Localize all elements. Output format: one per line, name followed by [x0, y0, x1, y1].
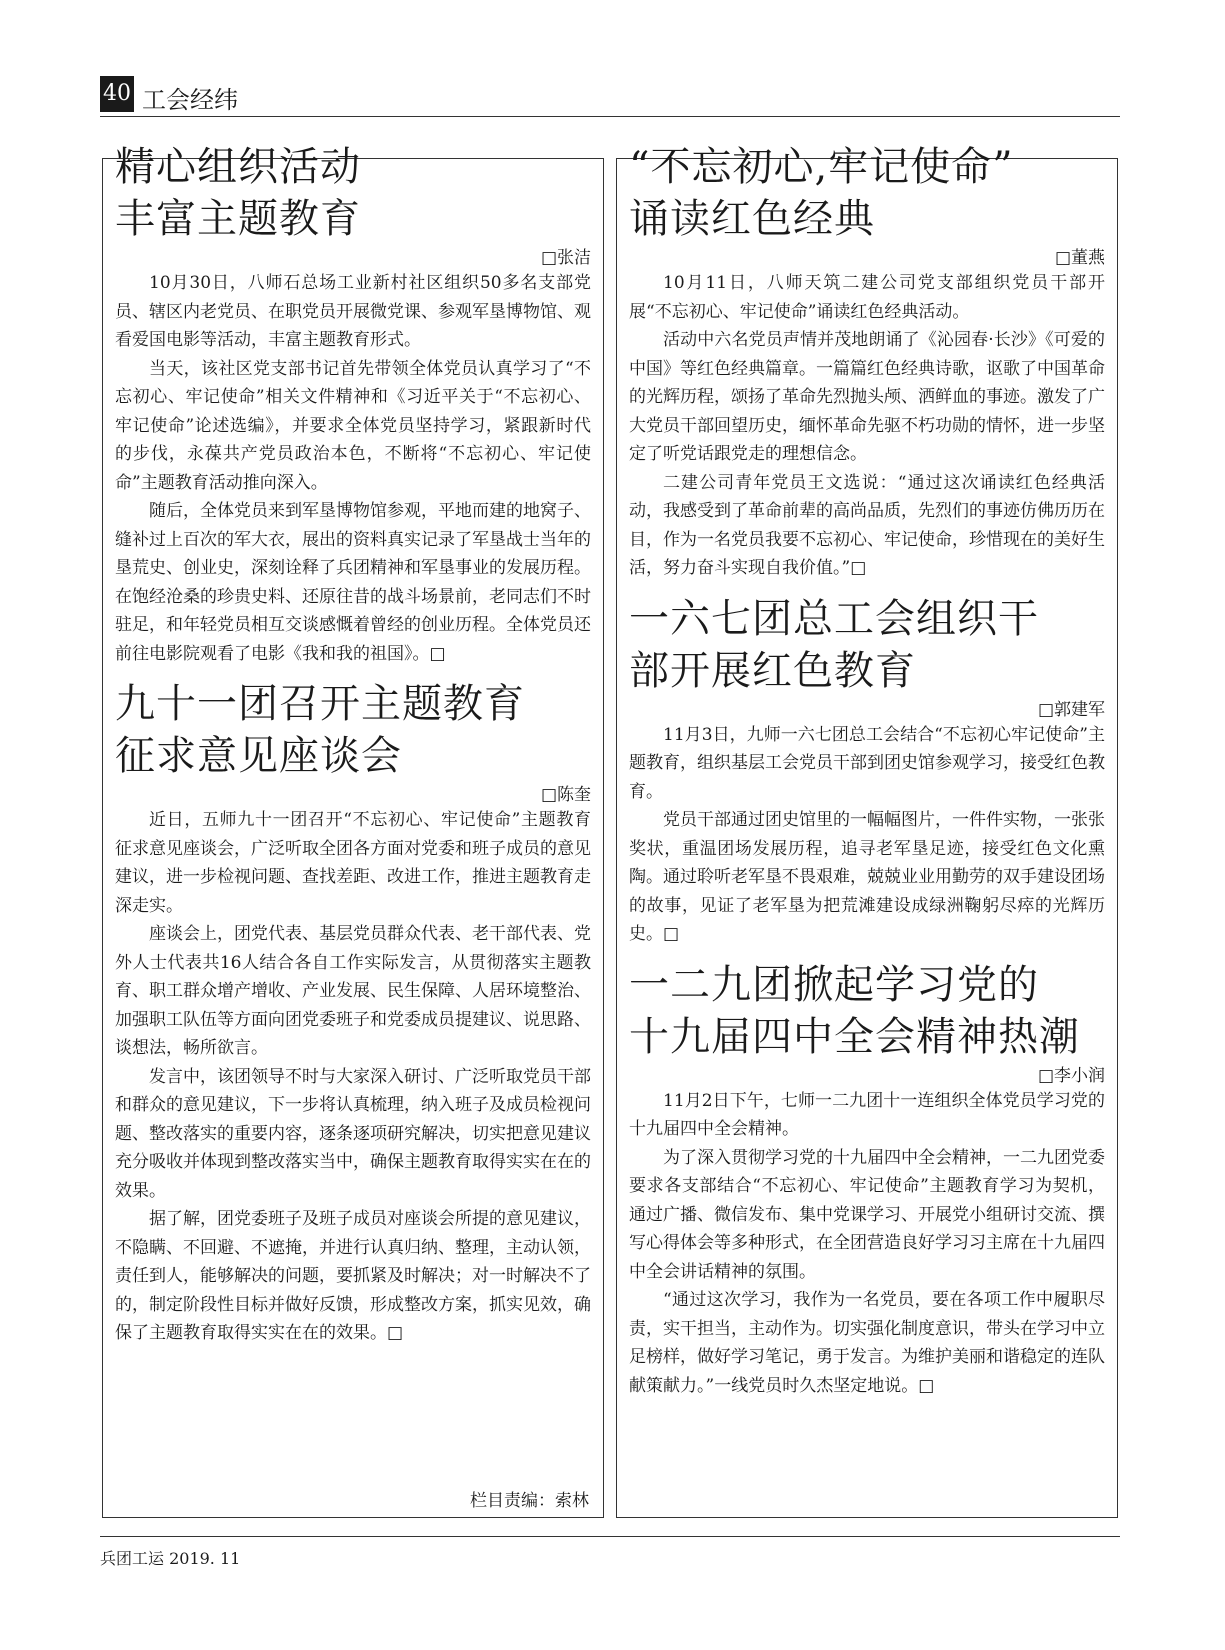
article-1 — [115, 141, 591, 668]
article-title: 一六七团总工会组织干 部开展红色教育 — [629, 595, 1039, 694]
article-author: □董燕 — [1054, 248, 1105, 268]
article-title: 精心组织活动 丰富主题教育 — [115, 144, 361, 242]
paragraph: 近日，五师九十一团召开“不忘初心、牢记使命”主题教育征求意见座谈会，广泛听取全团各方面对党委和班子成员的意见建议，进一步检视问题、查找差距、改进工作，推进主题教育走深走实。 — [115, 810, 591, 916]
page-header — [100, 76, 1120, 117]
article-4 — [629, 593, 1105, 949]
paragraph: 二建公司青年党员王文选说：“通过这次诵读红色经典活动，我感受到了革命前辈的高尚品质，先烈们的事迹仿佛历历在目，作为一名党员我要不忘初心、牢记使命，珍惜现在的美好生活，努力奋斗实现自我价值。”□ — [629, 472, 1105, 578]
paragraph: 党员干部通过团史馆里的一幅幅图片，一件件实物，一张张奖状，重温团场发展历程，追寻老军垦足迹，接受红色文化熏陶。通过聆听老军垦不畏艰难，兢兢业业用勤劳的双手建设团场的故事，见证了老军垦为把荒滩建设成绿洲鞠躬尽瘁的光辉历史。□ — [629, 810, 1105, 944]
article-author: □郭建军 — [1037, 699, 1105, 720]
article-author: □陈奎 — [540, 785, 591, 805]
paragraph: 为了深入贯彻学习党的十九届四中全会精神，一二九团党委要求各支部结合“不忘初心、牢记使命”主题教育学习为契机，通过广播、微信发布、集中党课学习、开展党小组研讨交流、撰写心得体会等多种形式，在全团营造良好学习习主席在十九届四中全会讲话精神的氛围。 — [629, 1147, 1105, 1282]
paragraph: 10月30日，八师石总场工业新村社区组织50多名支部党员、辖区内老党员、在职党员开展微党课、参观军垦博物馆、观看爱国电影等活动，丰富主题教育形式。 — [115, 273, 591, 350]
article-title: 一二九团掀起学习党的 十九届四中全会精神热潮 — [629, 961, 1080, 1060]
section-title: 工会经纬 — [142, 86, 238, 114]
paragraph: 据了解，团党委班子及班子成员对座谈会所提的意见建议，不隐瞒、不回避、不遮掩，并进行认真归纳、整理，主动认领，责任到人，能够解决的问题，要抓紧及时解决；对一时解决不了的，制定阶段性目标并做好反馈，形成整改方案，抓实见效，确保了主题教育取得实实在在的效果。□ — [115, 1209, 591, 1343]
page-number: 40 — [100, 76, 134, 112]
paragraph: 11月3日，九师一六七团总工会结合“不忘初心牢记使命”主题教育，组织基层工会党员干部到团史馆参观学习，接受红色教育。 — [629, 724, 1105, 802]
paragraph: 10月11日，八师天筑二建公司党支部组织党员干部开展“不忘初心、牢记使命”诵读红色经典活动。 — [629, 273, 1105, 322]
right-column — [616, 144, 1118, 1518]
footer-divider — [100, 1536, 1120, 1537]
footer-issue: 兵团工运 2019. 11 — [100, 1549, 241, 1568]
paragraph: 当天，该社区党支部书记首先带领全体党员认真学习了“不忘初心、牢记使命”相关文件精神和《习近平关于“不忘初心、牢记使命”论述选编》，并要求全体党员坚持学习，紧跟新时代的步伐，永葆共产党员政治本色，不断将“不忘初心、牢记使命”主题教育活动推向深入。 — [115, 358, 591, 493]
left-column — [102, 144, 604, 1518]
paragraph: 发言中，该团领导不时与大家深入研讨、广泛听取党员干部和群众的意见建议，下一步将认真梳理，纳入班子及成员检视问题、整改落实的重要内容，逐条逐项研究解决，切实把意见建议充分吸收并体现到整改落实当中，确保主题教育取得实实在在的效果。 — [115, 1066, 591, 1201]
article-title: “不忘初心,牢记使命” 诵读红色经典 — [629, 144, 1014, 242]
paragraph: 11月2日下午，七师一二九团十一连组织全体党员学习党的十九届四中全会精神。 — [629, 1090, 1105, 1139]
paragraph: 活动中六名党员声情并茂地朗诵了《沁园春·长沙》《可爱的中国》等红色经典篇章。一篇篇红色经典诗歌，讴歌了中国革命的光辉历程，颂扬了革命先烈抛头颅、洒鲜血的事迹。激发了广大党员干部回望历史，缅怀革命先驱不朽功勋的情怀，进一步坚定了听党话跟党走的理想信念。 — [629, 330, 1105, 464]
paragraph: 随后，全体党员来到军垦博物馆参观，平地而建的地窝子、缝补过上百次的军大衣，展出的资料真实记录了军垦战士当年的垦荒史、创业史，深刻诠释了兵团精神和军垦事业的发展历程。在饱经沧桑的珍贵史料、还原往昔的战斗场景前，老同志们不时驻足，和年轻党员相互交谈感慨着曾经的创业历程。全体党员还前往电影院观看了电影《我和我的祖国》。□ — [115, 501, 591, 664]
article-author: □李小润 — [1037, 1065, 1105, 1086]
article-title: 九十一团召开主题教育 征求意见座谈会 — [115, 681, 525, 779]
article-5 — [629, 959, 1105, 1401]
column-editor: 栏目责编：索林 — [470, 1491, 589, 1511]
article-author: □张洁 — [540, 248, 591, 268]
article-2 — [115, 678, 591, 1348]
paragraph: 座谈会上，团党代表、基层党员群众代表、老干部代表、党外人士代表共16人结合各自工作实际发言，从贯彻落实主题教育、职工群众增产增收、产业发展、民生保障、人居环境整治、加强职工队伍等方面向团党委班子和党委成员提建议、说思路、谈想法，畅所欲言。 — [115, 924, 591, 1058]
article-3 — [629, 141, 1105, 583]
paragraph: “通过这次学习，我作为一名党员，要在各项工作中履职尽责，实干担当，主动作为。切实强化制度意识，带头在学习中立足榜样，做好学习笔记，勇于发言。为维护美丽和谐稳定的连队献策献力。”一线党员时久杰坚定地说。□ — [629, 1290, 1105, 1396]
